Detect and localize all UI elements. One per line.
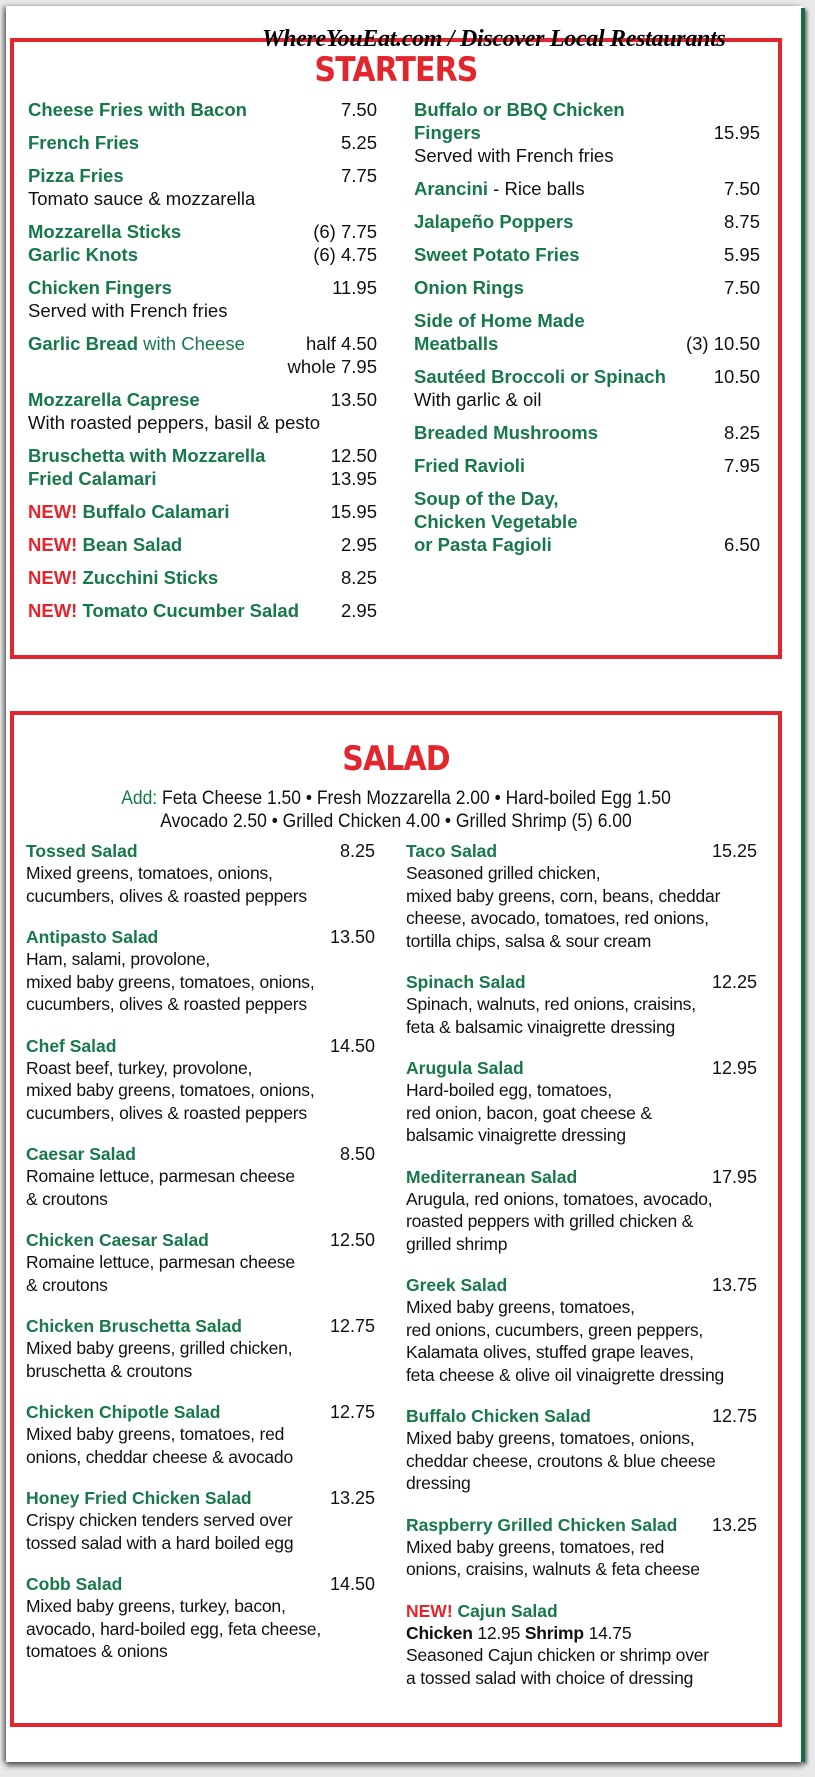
menu-item: [406, 1405, 757, 1495]
item-name: Taco Salad: [406, 841, 498, 861]
item-description: roasted peppers with grilled chicken &: [406, 1211, 694, 1231]
item-price: half 4.50: [306, 333, 377, 354]
item-name: Tossed Salad: [26, 841, 138, 861]
item-name: Greek Salad: [406, 1275, 508, 1295]
menu-item: [406, 1600, 757, 1690]
item-price: (3) 10.50: [685, 333, 760, 354]
item-price: 8.25: [340, 567, 377, 588]
item-description: a tossed salad with choice of dressing: [406, 1667, 694, 1688]
item-name: Arancini: [414, 178, 489, 199]
item-price: 7.50: [723, 277, 760, 298]
item-description: mixed baby greens, tomatoes, onions,: [26, 1080, 315, 1100]
salad-right-column: [406, 840, 757, 1708]
item-price: 12.50: [329, 1230, 375, 1250]
addons-line: Avocado 2.50 • Grilled Chicken 4.00 • Grilled Shrimp (5) 6.00: [160, 811, 632, 832]
section-title-starters: STARTERS: [314, 50, 478, 90]
menu-item: [28, 98, 377, 121]
item-price: 5.25: [340, 132, 377, 153]
item-description: Mixed baby greens, grilled chicken,: [26, 1338, 293, 1358]
item-price: 12.75: [329, 1316, 375, 1336]
item-name: Chef Salad: [26, 1035, 117, 1056]
item-description: Mixed baby greens, tomatoes, onions,: [406, 1428, 695, 1448]
item-name: Garlic Bread: [28, 333, 139, 354]
menu-item: [414, 421, 760, 444]
watermark: WhereYouEat.com / Discover Local Restaurants: [262, 26, 726, 52]
item-name: Raspberry Grilled Chicken Salad: [406, 1514, 678, 1535]
menu-item: [414, 243, 760, 266]
menu-item: [414, 454, 760, 477]
item-price: 12.50: [330, 445, 377, 466]
salad-left-column: [26, 840, 375, 1682]
menu-item: [28, 131, 377, 154]
starters-right-column: [414, 98, 760, 566]
menu-item: [406, 1057, 757, 1147]
item-name: Buffalo Calamari: [82, 501, 230, 522]
item-description: mixed baby greens, tomatoes, onions,: [26, 971, 315, 992]
menu-item: [28, 332, 377, 378]
item-name: Arugula Salad: [406, 1058, 524, 1078]
item-description: Served with French fries: [414, 145, 614, 166]
menu-item: [26, 1229, 375, 1296]
item-price: 7.50: [723, 178, 760, 199]
item-name: Caesar Salad: [26, 1144, 136, 1164]
section-title-salad: SALAD: [342, 739, 450, 779]
menu-item: [28, 500, 377, 523]
menu-item: [406, 1274, 757, 1386]
item-name: Pizza Fries: [28, 165, 124, 186]
item-price: 2.95: [340, 534, 377, 555]
menu-item: [28, 164, 377, 210]
menu-item: [28, 388, 377, 434]
menu-item: [406, 840, 757, 952]
menu-item: [26, 1143, 375, 1210]
item-name: Cajun Salad: [457, 1600, 558, 1621]
item-price: 8.50: [339, 1144, 375, 1164]
item-description: & croutons: [26, 1274, 108, 1295]
item-name: Chicken Fingers: [28, 277, 172, 298]
item-name: Tomato Cucumber Salad: [82, 600, 300, 621]
item-price: 12.95: [711, 1058, 757, 1078]
item-price: 14.50: [329, 1035, 375, 1056]
menu-item: [414, 98, 760, 167]
item-name: Mediterranean Salad: [406, 1166, 578, 1187]
item-price: whole 7.95: [287, 356, 377, 377]
item-description: tomatoes & onions: [26, 1641, 168, 1661]
item-description: grilled shrimp: [406, 1233, 508, 1254]
item-description: Kalamata olives, stuffed grape leaves,: [406, 1342, 694, 1362]
item-name: Honey Fried Chicken Salad: [26, 1488, 252, 1508]
item-name: Chicken Vegetable: [414, 511, 578, 532]
menu-item: [28, 566, 377, 589]
item-price: 13.25: [329, 1488, 375, 1508]
item-description: Mixed baby greens, turkey, bacon,: [26, 1596, 286, 1616]
addons-label: Add:: [121, 788, 158, 809]
item-name: Chicken Bruschetta Salad: [26, 1316, 242, 1336]
menu-item: [28, 533, 377, 556]
menu-item: [28, 276, 377, 322]
menu-item: [26, 1401, 375, 1468]
item-name: Fried Calamari: [28, 468, 157, 489]
item-name: Meatballs: [414, 333, 499, 354]
menu-item: [26, 1035, 375, 1125]
new-badge: NEW!: [28, 534, 78, 555]
item-description: onions, craisins, walnuts & feta cheese: [406, 1559, 700, 1579]
item-name: Mozzarella Caprese: [28, 389, 200, 410]
option-price: 14.75: [583, 1622, 632, 1643]
item-price: 8.25: [339, 841, 375, 861]
item-description: Tomato sauce & mozzarella: [28, 188, 256, 209]
item-description: With roasted peppers, basil & pesto: [28, 412, 321, 433]
item-description: Mixed baby greens, tomatoes,: [406, 1297, 635, 1317]
new-badge: NEW!: [28, 567, 78, 588]
addons-line: Feta Cheese 1.50 • Fresh Mozzarella 2.00 • Hard-boiled Egg 1.50: [157, 788, 671, 809]
new-badge: NEW!: [28, 600, 78, 621]
item-description: red onions, cucumbers, green peppers,: [406, 1319, 704, 1340]
item-price: 13.50: [330, 389, 377, 410]
item-name: Breaded Mushrooms: [414, 422, 599, 443]
item-description: Arugula, red onions, tomatoes, avocado,: [406, 1188, 713, 1209]
item-description: cucumbers, olives & roasted peppers: [26, 885, 307, 906]
menu-item: [26, 840, 375, 907]
item-description: Romaine lettuce, parmesan cheese: [26, 1252, 295, 1272]
item-description: Crispy chicken tenders served over: [26, 1510, 293, 1530]
item-price: 7.75: [340, 165, 377, 186]
item-price: 12.75: [329, 1402, 375, 1422]
item-description: Romaine lettuce, parmesan cheese: [26, 1166, 295, 1186]
item-description: tossed salad with a hard boiled egg: [26, 1532, 294, 1553]
item-description: & croutons: [26, 1188, 108, 1209]
item-price: 2.95: [340, 600, 377, 621]
item-price: 6.50: [723, 534, 760, 555]
item-description: Ham, salami, provolone,: [26, 949, 211, 969]
item-description: Served with French fries: [28, 300, 228, 321]
salad-addons: [45, 787, 748, 833]
item-description: mixed baby greens, corn, beans, cheddar: [406, 885, 721, 906]
item-description: Seasoned Cajun chicken or shrimp over: [406, 1645, 709, 1665]
menu-item: [28, 444, 377, 490]
item-name: French Fries: [28, 132, 140, 153]
item-price: 5.95: [723, 244, 760, 265]
item-name: Antipasto Salad: [26, 927, 159, 947]
item-description: Mixed greens, tomatoes, onions,: [26, 863, 273, 883]
item-description: Mixed baby greens, tomatoes, red: [26, 1424, 285, 1444]
item-price: 17.95: [711, 1166, 757, 1187]
item-name: Sweet Potato Fries: [414, 244, 580, 265]
item-price: 13.75: [711, 1275, 757, 1295]
item-price: 7.95: [723, 455, 760, 476]
menu-item: [26, 1487, 375, 1554]
menu-item: [414, 177, 760, 200]
item-price: 12.75: [711, 1406, 757, 1426]
starters-section: [10, 38, 782, 659]
item-description: Mixed baby greens, tomatoes, red: [406, 1536, 665, 1557]
menu-item: [414, 210, 760, 233]
menu-item: [26, 926, 375, 1016]
item-name: Mozzarella Sticks: [28, 221, 182, 242]
menu-item: [28, 599, 377, 622]
item-price: 10.50: [713, 366, 760, 387]
item-name-suffix: with Cheese: [138, 333, 245, 354]
item-description: balsamic vinaigrette dressing: [406, 1125, 626, 1145]
menu-item: [406, 971, 757, 1038]
green-border-rule: [801, 8, 805, 1762]
menu-item: [28, 220, 377, 266]
menu-item: [414, 309, 760, 355]
item-name: Zucchini Sticks: [82, 567, 219, 588]
item-price: 13.95: [330, 468, 377, 489]
item-description: feta cheese & olive oil vinaigrette dressing: [406, 1364, 725, 1385]
item-description: red onion, bacon, goat cheese &: [406, 1102, 652, 1123]
item-name: Bruschetta with Mozzarella: [28, 445, 266, 466]
new-badge: NEW!: [28, 501, 78, 522]
option-label: Chicken: [406, 1622, 473, 1643]
salad-section: [10, 711, 782, 1727]
item-price: 11.95: [332, 277, 377, 298]
item-price: 8.25: [723, 422, 760, 443]
menu-item: [414, 276, 760, 299]
item-price: 15.95: [713, 122, 760, 143]
menu-item: [406, 1514, 757, 1581]
starters-left-column: [28, 98, 377, 632]
item-description: cucumbers, olives & roasted peppers: [26, 994, 307, 1014]
item-description: Roast beef, turkey, provolone,: [26, 1057, 253, 1078]
menu-item: [406, 1166, 757, 1256]
menu-item: [26, 1573, 375, 1663]
item-name: Garlic Knots: [28, 244, 138, 265]
item-description: avocado, hard-boiled egg, feta cheese,: [26, 1618, 321, 1639]
item-name: Buffalo or BBQ Chicken: [414, 99, 625, 120]
item-description: onions, cheddar cheese & avocado: [26, 1446, 293, 1467]
item-price: 15.95: [330, 501, 377, 522]
item-description: With garlic & oil: [414, 389, 542, 410]
item-price: 15.25: [711, 841, 757, 861]
item-name: Spinach Salad: [406, 972, 526, 992]
item-name: Bean Salad: [82, 534, 183, 555]
item-price: 13.50: [329, 927, 375, 947]
item-name: Soup of the Day,: [414, 488, 559, 509]
item-description: Spinach, walnuts, red onions, craisins,: [406, 994, 696, 1014]
item-description: tortilla chips, salsa & sour cream: [406, 930, 652, 951]
item-price: 7.50: [340, 99, 377, 120]
item-name: Chicken Chipotle Salad: [26, 1402, 221, 1422]
item-name: Sautéed Broccoli or Spinach: [414, 366, 666, 387]
item-name: Onion Rings: [414, 277, 524, 298]
item-description: cheese, avocado, tomatoes, red onions,: [406, 908, 709, 928]
item-price-options: [406, 1622, 757, 1645]
item-description: cheddar cheese, croutons & blue cheese: [406, 1450, 716, 1471]
item-name: Fried Ravioli: [414, 455, 526, 476]
item-price: (6) 4.75: [313, 244, 377, 265]
item-price: 14.50: [329, 1574, 375, 1594]
item-name: Cheese Fries with Bacon: [28, 99, 247, 120]
item-name: Side of Home Made: [414, 310, 585, 331]
item-name: Buffalo Chicken Salad: [406, 1406, 591, 1426]
item-name-suffix: - Rice balls: [488, 178, 585, 199]
item-name: or Pasta Fagioli: [414, 534, 552, 555]
menu-item: [26, 1315, 375, 1382]
item-description: dressing: [406, 1473, 471, 1493]
option-price: 12.95: [472, 1622, 525, 1643]
item-name: Jalapeño Poppers: [414, 211, 574, 232]
item-description: Seasoned grilled chicken,: [406, 863, 601, 883]
item-price: 12.25: [711, 972, 757, 992]
item-price: 8.75: [723, 211, 760, 232]
item-name: Chicken Caesar Salad: [26, 1230, 209, 1250]
item-description: bruschetta & croutons: [26, 1360, 193, 1381]
item-name: Fingers: [414, 122, 481, 143]
item-price: 13.25: [711, 1514, 757, 1535]
item-name: Cobb Salad: [26, 1574, 123, 1594]
item-price: (6) 7.75: [313, 221, 377, 242]
menu-item: [414, 487, 760, 556]
item-description: feta & balsamic vinaigrette dressing: [406, 1016, 676, 1037]
item-description: cucumbers, olives & roasted peppers: [26, 1102, 307, 1123]
option-label: Shrimp: [524, 1622, 584, 1643]
new-badge: NEW!: [406, 1600, 453, 1621]
item-description: Hard-boiled egg, tomatoes,: [406, 1080, 612, 1100]
menu-item: [414, 365, 760, 411]
